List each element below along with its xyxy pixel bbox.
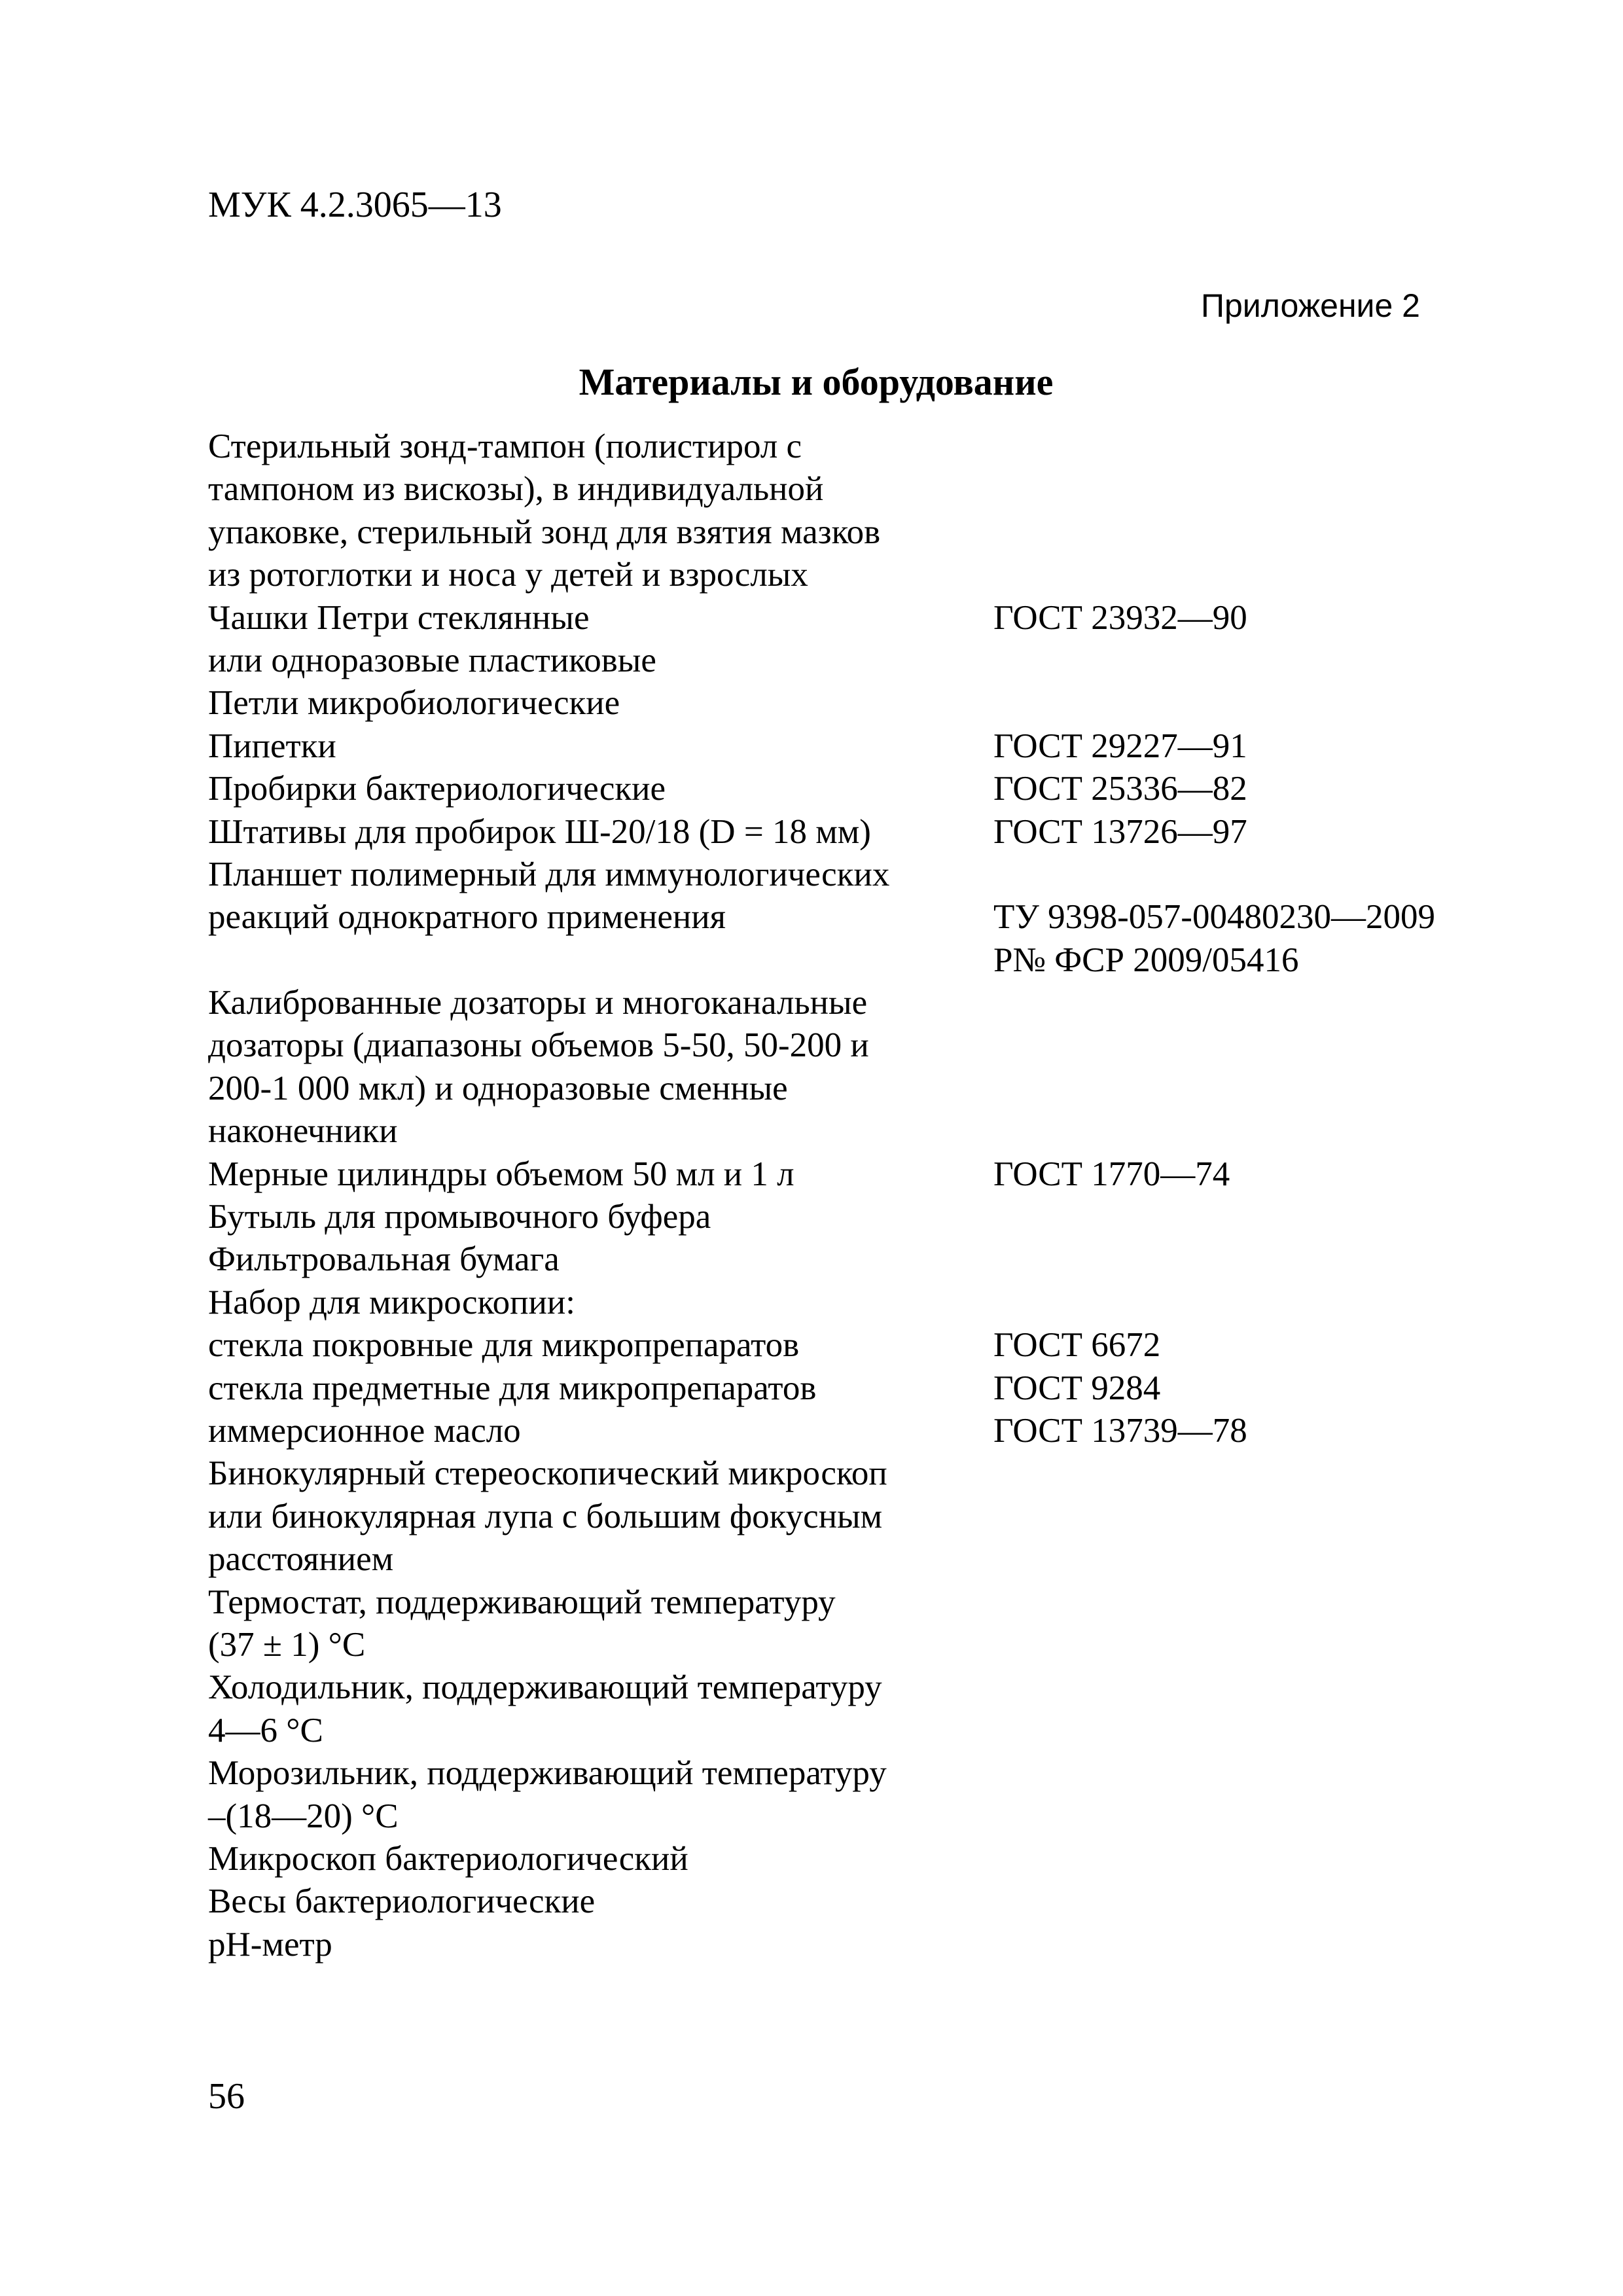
list-item (208, 1924, 1478, 1966)
list-item (208, 1196, 1478, 1238)
item-name-line: упаковке, стерильный зонд для взятия мазков (208, 512, 881, 551)
list-item (208, 1452, 1478, 1581)
item-reference (993, 1410, 1478, 1452)
item-name-line: или бинокулярная лупа с большим фокусным (208, 1497, 883, 1535)
standard-reference: ГОСТ 13726—97 (993, 812, 1247, 851)
list-item (208, 1410, 1478, 1452)
item-name (208, 853, 993, 982)
item-name-line: из ротоглотки и носа у детей и взрослых (208, 556, 808, 594)
item-name-line: Мерные цилиндры объемом 50 мл и 1 л (208, 1155, 794, 1193)
standard-reference: ГОСТ 1770—74 (993, 1155, 1230, 1193)
standard-reference: ГОСТ 23932—90 (993, 598, 1247, 637)
item-name (208, 1196, 993, 1238)
item-name-line: Термостат, поддерживающий температуру (208, 1583, 836, 1621)
item-name (208, 1666, 993, 1752)
list-item (208, 1324, 1478, 1367)
item-name (208, 682, 993, 725)
list-item (208, 1880, 1478, 1923)
item-name-line: наконечники (208, 1112, 398, 1151)
page-number: 56 (208, 2076, 245, 2117)
list-item (208, 1153, 1478, 1196)
item-name-line: тампоном из вискозы), в индивидуальной (208, 470, 824, 509)
standard-reference (993, 853, 1478, 896)
item-reference (993, 853, 1478, 982)
item-reference (993, 811, 1478, 853)
item-name (208, 1924, 993, 1966)
item-name-line: иммерсионное масло (208, 1411, 521, 1450)
item-name (208, 982, 993, 1153)
item-name-line: Планшет полимерный для иммунологических (208, 855, 890, 893)
item-name-line: Штативы для пробирок Ш-20/18 (D = 18 мм) (208, 812, 871, 851)
standard-reference: Р№ ФСР 2009/05416 (993, 941, 1299, 979)
item-name (208, 1752, 993, 1838)
item-name (208, 1153, 993, 1196)
materials-list (208, 425, 1478, 1966)
list-item (208, 1367, 1478, 1410)
item-name (208, 1410, 993, 1452)
item-name (208, 425, 993, 597)
list-item (208, 853, 1478, 982)
item-reference (993, 1367, 1478, 1410)
list-item (208, 1238, 1478, 1281)
item-name (208, 597, 993, 683)
item-name-line: Холодильник, поддерживающий температуру (208, 1668, 882, 1707)
item-name-line: Калиброванные дозаторы и многоканальные (208, 984, 868, 1022)
item-name-line: Петли микробиологические (208, 684, 620, 723)
list-item (208, 1581, 1478, 1667)
item-name-line: стекла покровные для микропрепаратов (208, 1326, 800, 1365)
item-name-line: Бинокулярный стереоскопический микроскоп (208, 1454, 887, 1493)
list-item (208, 1752, 1478, 1838)
item-name-line: стекла предметные для микропрепаратов (208, 1369, 817, 1407)
standard-reference: ТУ 9398-057-00480230—2009 (993, 898, 1435, 937)
standard-reference: ГОСТ 13739—78 (993, 1411, 1247, 1450)
item-name-line: Набор для микроскопии: (208, 1283, 575, 1321)
item-name-line: Фильтровальная бумага (208, 1240, 560, 1279)
item-name-line: или одноразовые пластиковые (208, 641, 656, 679)
item-name (208, 1367, 993, 1410)
item-reference (993, 1153, 1478, 1196)
list-item (208, 1666, 1478, 1752)
list-item (208, 768, 1478, 810)
list-item (208, 682, 1478, 725)
item-name-line: дозаторы (диапазоны объемов 5-50, 50-200 и (208, 1026, 869, 1065)
item-reference (993, 1324, 1478, 1367)
item-name (208, 1282, 993, 1324)
item-name (208, 1581, 993, 1667)
item-name-line: Пипетки (208, 726, 336, 765)
item-name-line: (37 ± 1) °С (208, 1625, 366, 1664)
list-item (208, 1838, 1478, 1880)
item-name (208, 768, 993, 810)
list-item (208, 597, 1478, 683)
item-name (208, 811, 993, 853)
item-name-line: Морозильник, поддерживающий температуру (208, 1754, 887, 1793)
item-name-line: 4—6 °С (208, 1711, 323, 1749)
item-name (208, 1324, 993, 1367)
item-name-line: pH-метр (208, 1925, 332, 1964)
standard-reference: ГОСТ 9284 (993, 1369, 1161, 1407)
item-name-line: расстоянием (208, 1540, 394, 1579)
item-reference (993, 597, 1478, 639)
item-name-line: –(18—20) °С (208, 1797, 399, 1835)
item-name-line: Микроскоп бактериологический (208, 1839, 688, 1878)
list-item (208, 725, 1478, 768)
item-name (208, 1880, 993, 1923)
standard-reference: ГОСТ 25336—82 (993, 770, 1247, 808)
list-item (208, 1282, 1478, 1324)
item-name (208, 1452, 993, 1581)
list-item (208, 811, 1478, 853)
item-name-line: Бутыль для промывочного буфера (208, 1198, 711, 1236)
item-name-line: Стерильный зонд-тампон (полистирол с (208, 427, 802, 465)
item-name-line: Пробирки бактериологические (208, 770, 666, 808)
item-name (208, 1838, 993, 1880)
standard-reference: ГОСТ 29227—91 (993, 726, 1247, 765)
section-title: Материалы и оборудование (579, 361, 1054, 403)
standard-reference: ГОСТ 6672 (993, 1326, 1161, 1365)
item-name-line: Чашки Петри стеклянные (208, 598, 590, 637)
list-item (208, 982, 1478, 1153)
item-name-line: реакций однократного применения (208, 898, 726, 937)
item-name-line: 200-1 000 мкл) и одноразовые сменные (208, 1069, 788, 1107)
item-reference (993, 725, 1478, 768)
document-code: МУК 4.2.3065—13 (208, 185, 502, 225)
item-name-line (208, 939, 993, 982)
item-name (208, 725, 993, 768)
item-name (208, 1238, 993, 1281)
item-reference (993, 768, 1478, 810)
list-item (208, 425, 1478, 597)
item-name-line: Весы бактериологические (208, 1882, 596, 1921)
appendix-label: Приложение 2 (1201, 287, 1420, 324)
